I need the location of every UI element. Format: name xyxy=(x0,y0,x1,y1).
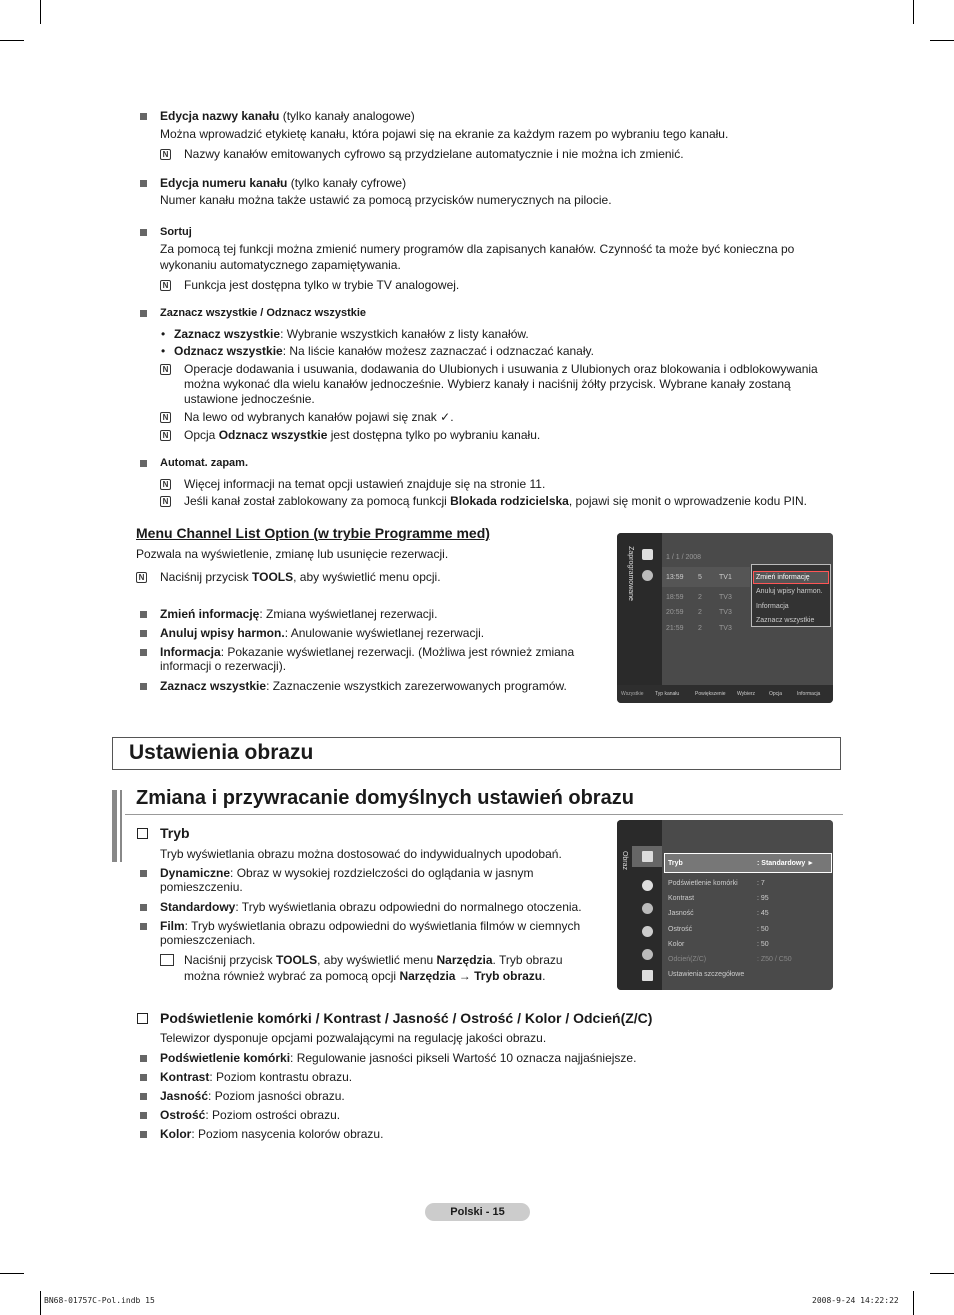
note-text: Na lewo od wybranych kanałów pojawi się znak ✓. xyxy=(184,410,454,424)
tv-screen-scheduled xyxy=(617,533,833,703)
subheading: Podświetlenie komórki / Kontrast / Jasność / Ostrość / Kolor / Odcień(Z/C) xyxy=(160,1010,653,1026)
setting-label[interactable]: Tryb xyxy=(668,860,683,867)
tv-row-time: 13:59 xyxy=(666,574,684,581)
note-text: można wykonać dla wielu kanałów jednocześnie. Wybierz kanały i naciśnij żółty przycisk. Wybrane kanały zostaną xyxy=(184,377,791,391)
note-icon: N xyxy=(160,479,171,490)
tv-row-channel: TV3 xyxy=(719,609,732,616)
page-number: Polski - 15 xyxy=(425,1203,530,1221)
list-item: Ostrość: Poziom ostrości obrazu. xyxy=(160,1108,341,1122)
note-text: Więcej informacji na temat opcji ustawień znajduje się na stronie 11. xyxy=(184,477,546,491)
note-text: Opcja Odznacz wszystkie jest dostępna tylko po wybraniu kanału. xyxy=(184,428,541,442)
tv-option-popup xyxy=(751,564,831,627)
footer-hint: Wybierz xyxy=(737,691,756,697)
tv-date: 1 / 1 / 2008 xyxy=(666,554,702,561)
bullet-square xyxy=(140,870,147,877)
crop-mark xyxy=(930,1273,954,1274)
list-item: Anuluj wpisy harmon.: Anulowanie wyświetlanej rezerwacji. xyxy=(160,626,485,640)
tv-row-channel: TV1 xyxy=(719,574,732,581)
list-item: Zaznacz wszystkie: Zaznaczenie wszystkich zarezerwowanych programów. xyxy=(160,679,567,693)
channel-icon xyxy=(642,903,653,914)
bullet-square xyxy=(140,1074,147,1081)
note-icon: N xyxy=(160,412,171,423)
footer-date: 2008-9-24 14:22:22 xyxy=(812,1296,899,1305)
checkbox-icon xyxy=(137,828,148,839)
tv-list-area xyxy=(662,820,833,990)
list-item: Podświetlenie komórki: Regulowanie jasności pikseli Wartość 10 oznacza najjaśniejsze. xyxy=(160,1051,637,1065)
sound-icon xyxy=(642,880,653,891)
note-icon: N xyxy=(160,496,171,507)
note-text: Operacje dodawania i usuwania, dodawania do Ulubionych i usuwania z Ulubionych oraz blokowania i odblokowywania xyxy=(184,362,818,376)
subheading: Tryb xyxy=(160,825,190,841)
bullet-square xyxy=(140,1093,147,1100)
input-icon xyxy=(642,949,653,960)
note-text: Funkcja jest dostępna tylko w trybie TV analogowej. xyxy=(184,278,460,292)
footer-hint: Typ kanału xyxy=(655,691,680,697)
bullet-square xyxy=(140,1131,147,1138)
bullet-dot: • xyxy=(161,327,166,341)
popup-item[interactable]: Informacja xyxy=(756,603,789,610)
footer-hint: Powiększenie xyxy=(695,691,726,697)
tv-side-label: Zaprogramowane xyxy=(626,546,634,601)
crop-mark xyxy=(0,40,24,41)
setting-value: : 45 xyxy=(757,910,769,917)
check-mark-icon: ✓ xyxy=(440,410,451,424)
list-item: informacji o rezerwacji). xyxy=(160,659,287,673)
section-edit-number: Edycja numeru kanału (tylko kanały cyfrowe) xyxy=(160,176,407,190)
crop-mark xyxy=(0,1273,24,1274)
clock-icon xyxy=(642,570,653,581)
tv-row-channel: TV3 xyxy=(719,594,732,601)
bullet-dot: • xyxy=(161,344,166,358)
bullet-square xyxy=(140,1112,147,1119)
footer-hint: Informacja xyxy=(797,691,821,697)
section-desc: wykonaniu automatycznego zapamiętywania. xyxy=(160,258,401,272)
list-item: Standardowy: Tryb wyświetlania obrazu odpowiedni do normalnego otoczenia. xyxy=(160,900,582,914)
section-desc: Telewizor dysponuje opcjami pozwalającymi na regulację jakości obrazu. xyxy=(160,1031,547,1045)
picture-icon xyxy=(642,851,653,862)
tv-row-num: 2 xyxy=(698,625,702,632)
bullet-square xyxy=(140,113,147,120)
section-select-all: Zaznacz wszystkie / Odznacz wszystkie xyxy=(160,307,367,319)
section-subtitle: Zmiana i przywracanie domyślnych ustawień obrazu xyxy=(136,787,634,809)
popup-item[interactable]: Zmień informację xyxy=(756,574,810,581)
list-item: Jasność: Poziom jasności obrazu. xyxy=(160,1089,345,1103)
list-item: Zaznacz wszystkie: Wybranie wszystkich kanałów z listy kanałów. xyxy=(174,327,529,341)
tv-row-num: 5 xyxy=(698,574,702,581)
tv-row-time: 20:59 xyxy=(666,609,684,616)
heart-icon xyxy=(642,549,653,560)
note-text: Jeśli kanał został zablokowany za pomocą funkcji Blokada rodzicielska, pojawi się monit o wprowadzenie kodu PIN. xyxy=(184,494,807,508)
tv-row-num: 2 xyxy=(698,594,702,601)
setting-value: : Z50 / C50 xyxy=(757,956,792,963)
bullet-square xyxy=(140,1055,147,1062)
setup-icon xyxy=(642,926,653,937)
list-item: Film: Tryb wyświetlania obrazu odpowiedni do wyświetlania filmów w ciemnych xyxy=(160,919,581,933)
bullet-square xyxy=(140,611,147,618)
tv-row-time: 18:59 xyxy=(666,594,684,601)
footer-file: BN68-01757C-Pol.indb 15 xyxy=(44,1296,155,1305)
tv-row-time: 21:59 xyxy=(666,625,684,632)
bullet-square xyxy=(140,649,147,656)
list-item: Kontrast: Poziom kontrastu obrazu. xyxy=(160,1070,353,1084)
section-desc: Tryb wyświetlania obrazu można dostosować do indywidualnych upodobań. xyxy=(160,847,562,861)
tv-row-num: 2 xyxy=(698,609,702,616)
bullet-square xyxy=(140,630,147,637)
footer-hint: Wszystkie xyxy=(621,691,644,697)
setting-value: : 50 xyxy=(757,941,769,948)
accent-bar xyxy=(112,790,117,862)
footer-hint: Opcja xyxy=(769,691,783,697)
setting-value: : Standardowy ► xyxy=(757,860,815,867)
section-edit-name: Edycja nazwy kanału (tylko kanały analogowe) xyxy=(160,109,415,123)
bullet-square xyxy=(140,229,147,236)
tv-side-label: Obraz xyxy=(621,850,629,871)
section-sort: Sortuj xyxy=(160,226,192,238)
application-icon xyxy=(642,970,653,981)
section-auto-store: Automat. zapam. xyxy=(160,457,249,469)
setting-value: : 7 xyxy=(757,880,765,887)
note-icon: N xyxy=(160,364,171,375)
accent-bar xyxy=(120,790,122,862)
setting-label[interactable]: Kolor xyxy=(668,941,685,948)
bullet-square xyxy=(140,923,147,930)
list-item: pomieszczeniu. xyxy=(160,880,243,894)
tv-footer xyxy=(617,685,833,703)
list-item: Odznacz wszystkie: Na liście kanałów możesz zaznaczać i odznaczać kanały. xyxy=(174,344,594,358)
crop-mark xyxy=(40,0,41,24)
list-item: Informacja: Pokazanie wyświetlanej rezerwacji. (Możliwa jest również zmiana xyxy=(160,645,575,659)
checkbox-icon xyxy=(137,1013,148,1024)
list-item: Zmień informację: Zmiana wyświetlanej rezerwacji. xyxy=(160,607,438,621)
note-text: ustawione jednocześnie. xyxy=(184,392,315,406)
crop-mark xyxy=(913,1291,914,1315)
note-text: można również wybrać za pomocą opcji Narzędzia → Tryb obrazu. xyxy=(184,969,546,983)
setting-value: : 50 xyxy=(757,926,769,933)
setting-value: : 95 xyxy=(757,895,769,902)
divider xyxy=(125,814,843,815)
section-desc: Można wprowadzić etykietę kanału, która pojawi się na ekranie za każdym razem po wybraniu tego kanału. xyxy=(160,127,729,141)
section-desc: Za pomocą tej funkcji można zmienić numery programów dla zapisanych kanałów. Czynność ta może być konieczna po xyxy=(160,242,795,256)
note-icon: N xyxy=(160,430,171,441)
popup-item[interactable]: Zaznacz wszystkie xyxy=(756,617,815,624)
setting-label[interactable]: Jasność xyxy=(668,910,694,917)
setting-label[interactable]: Podświetlenie komórki xyxy=(668,880,738,887)
section-title-box xyxy=(112,737,841,770)
bullet-square xyxy=(140,904,147,911)
tv-sidebar xyxy=(617,533,662,685)
tools-icon xyxy=(160,954,174,966)
note-icon: N xyxy=(160,149,171,160)
note-icon: N xyxy=(136,572,147,583)
section-desc: Pozwala na wyświetlenie, zmianę lub usunięcie rezerwacji. xyxy=(136,547,449,561)
setting-label[interactable]: Ostrość xyxy=(668,926,693,933)
note-text: Nazwy kanałów emitowanych cyfrowo są przydzielane automatycznie i nie można ich zmienić. xyxy=(184,147,684,161)
note-icon: N xyxy=(160,280,171,291)
list-item: Kolor: Poziom nasycenia kolorów obrazu. xyxy=(160,1127,384,1141)
tv-row-channel: TV3 xyxy=(719,625,732,632)
section-title: Ustawienia obrazu xyxy=(129,741,314,764)
crop-mark xyxy=(913,0,914,24)
section-desc: Numer kanału można także ustawić za pomocą przycisków numerycznych na pilocie. xyxy=(160,193,612,207)
subheading: Menu Channel List Option (w trybie Programme med) xyxy=(136,525,490,541)
tv-screen-picture xyxy=(617,820,833,990)
bullet-square xyxy=(140,460,147,467)
setting-label[interactable]: Odcień(Z/C) xyxy=(668,956,707,963)
bullet-square xyxy=(140,683,147,690)
note-text: Naciśnij przycisk TOOLS, aby wyświetlić menu opcji. xyxy=(160,570,441,584)
crop-mark xyxy=(40,1291,41,1315)
bullet-square xyxy=(140,310,147,317)
list-item: pomieszczeniach. xyxy=(160,933,256,947)
crop-mark xyxy=(930,40,954,41)
setting-label[interactable]: Kontrast xyxy=(668,895,695,902)
setting-label[interactable]: Ustawienia szczegółowe xyxy=(668,971,745,978)
popup-item[interactable]: Anuluj wpisy harmon. xyxy=(756,588,823,595)
note-text: Naciśnij przycisk TOOLS, aby wyświetlić menu Narzędzia. Tryb obrazu xyxy=(184,953,563,967)
bullet-square xyxy=(140,180,147,187)
list-item: Dynamiczne: Obraz w wysokiej rozdzielczości do oglądania w jasnym xyxy=(160,866,534,880)
